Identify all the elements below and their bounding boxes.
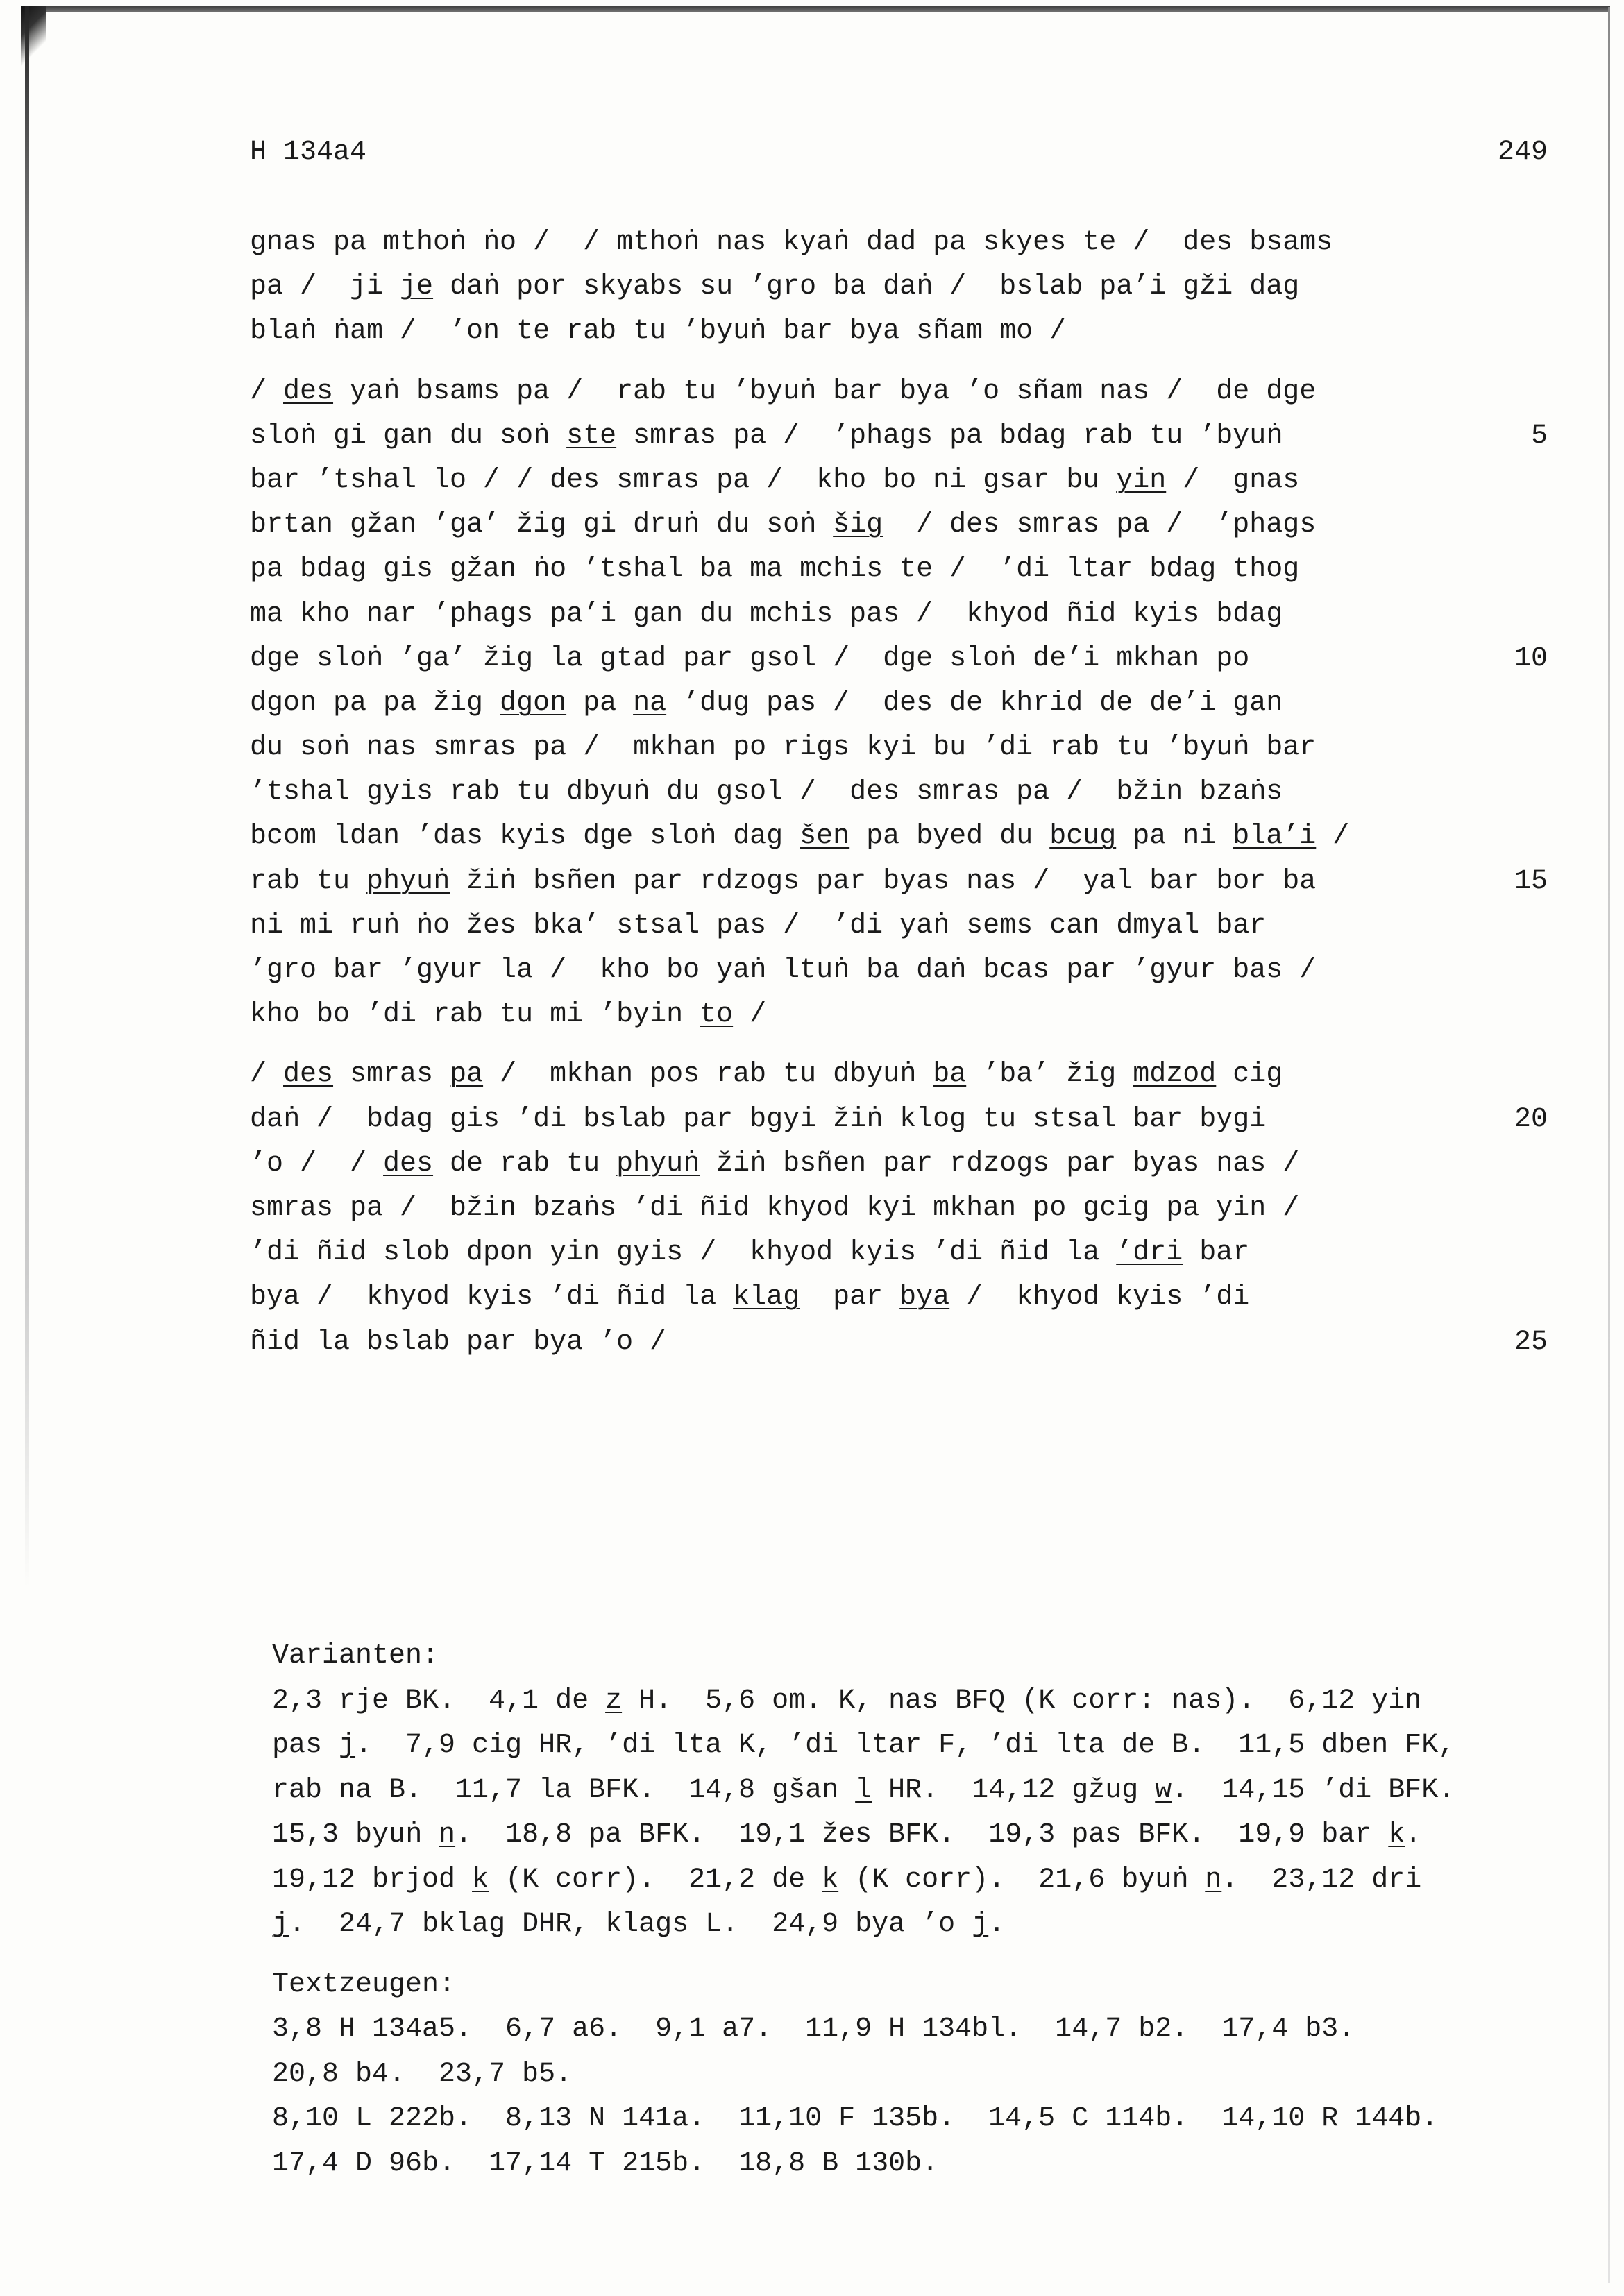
text-segment: bar [1183, 1237, 1250, 1269]
text-line [250, 637, 1548, 681]
text-segment: ’di ñid slob dpon yin gyis / khyod kyis ’di ñid la [250, 1237, 1117, 1269]
apparatus-line [272, 1769, 1591, 1814]
text-line [250, 547, 1548, 592]
underlined-word: n [439, 1819, 456, 1851]
text-segment: / khyod kyis ’di [949, 1282, 1250, 1313]
text-segment: pa / ji [250, 271, 400, 303]
apparatus-line [272, 2007, 1591, 2052]
apparatus-heading [272, 1963, 1591, 2008]
underlined-word: ste [566, 420, 617, 452]
text-segment: dgon pa pa žig [250, 687, 500, 719]
line-number: 15 [1514, 865, 1548, 897]
text-segment: par [800, 1282, 900, 1313]
underlined-word: k [822, 1864, 839, 1896]
text-segment: 3,8 H 134a5. 6,7 a6. 9,1 a7. 11,9 H 134bl. 14,7 b2. 17,4 b3. [272, 2014, 1355, 2045]
underlined-word: w [1155, 1774, 1172, 1806]
text-segment: bya / khyod kyis ’di ñid la [250, 1282, 734, 1313]
underlined-word: na [633, 687, 667, 719]
scan-edge-top [21, 6, 1610, 12]
text-segment: du soṅ nas smras pa / mkhan po rigs kyi bu ’di rab tu ’byuṅ bar [250, 732, 1317, 764]
text-segment: rab tu [250, 865, 367, 897]
text-line [250, 593, 1548, 637]
text-segment: / mkhan pos rab tu dbyuṅ [483, 1059, 933, 1091]
apparatus-line [272, 1903, 1591, 1948]
text-line [250, 860, 1548, 904]
text-segment: / [250, 375, 284, 407]
text-segment: daṅ por skyabs su ’gro ba daṅ / bslab pa’i gži dag [433, 271, 1300, 303]
folio-reference: H 134a4 [250, 137, 367, 168]
text-segment: 2,3 rje BK. 4,1 de [272, 1685, 606, 1717]
scan-edge-right [1608, 7, 1610, 2283]
text-line [250, 1142, 1548, 1187]
text-segment: 19,12 brjod [272, 1864, 473, 1896]
underlined-word: ba [933, 1059, 967, 1091]
text-segment: kho bo ’di rab tu mi ’byin [250, 999, 700, 1031]
text-segment: . 14,15 ’di BFK. [1172, 1774, 1455, 1806]
text-line [250, 681, 1548, 726]
text-segment: bar ’tshal lo / / des smras pa / kho bo ni gsar bu [250, 464, 1117, 496]
apparatus-line [272, 2097, 1591, 2142]
underlined-word: j [972, 1909, 989, 1940]
apparatus-line [272, 1679, 1591, 1724]
underlined-word: des [383, 1148, 434, 1180]
underlined-word: phyuṅ [366, 865, 450, 897]
underlined-word: mdzod [1133, 1059, 1217, 1091]
text-segment: / [250, 1059, 284, 1091]
underlined-word: bcug [1049, 821, 1117, 853]
text-segment: žiṅ bsñen par rdzogs par byas nas / yal bar bor ba [450, 865, 1317, 897]
underlined-word: je [400, 271, 434, 303]
text-line [250, 414, 1548, 459]
text-segment: pa ni [1116, 821, 1233, 853]
underlined-word: to [700, 999, 734, 1031]
apparatus-heading [272, 1634, 1591, 1679]
underlined-word: des [283, 375, 334, 407]
text-line [250, 726, 1548, 770]
text-segment: / [733, 999, 767, 1031]
text-line [250, 309, 1548, 354]
text-segment: (K corr). 21,2 de [489, 1864, 822, 1896]
text-segment: / [1316, 821, 1350, 853]
text-line [250, 459, 1548, 503]
underlined-word: ’dri [1116, 1237, 1183, 1269]
text-segment: ’o / / [250, 1148, 384, 1180]
text-segment: sloṅ gi gan du soṅ [250, 420, 567, 452]
underlined-word: des [283, 1059, 334, 1091]
text-line [250, 904, 1548, 949]
text-segment: / gnas [1166, 464, 1300, 496]
text-segment: / des smras pa / ’phags [883, 509, 1317, 541]
text-segment: . 24,7 bklag DHR, klags L. 24,9 bya ’o [289, 1909, 972, 1940]
text-line [250, 993, 1548, 1037]
underlined-word: klag [733, 1282, 800, 1313]
paragraph-gap [250, 1037, 1548, 1053]
underlined-word: j [272, 1909, 289, 1940]
text-segment: 17,4 D 96b. 17,14 T 215b. 18,8 B 130b. [272, 2148, 939, 2179]
text-segment: ’tshal gyis rab tu dbyuṅ du gsol / des smras pa / bžin bzaṅs [250, 776, 1283, 808]
text-segment: yaṅ bsams pa / rab tu ’byuṅ bar bya ’o sñam nas / de dge [333, 375, 1317, 407]
text-line [250, 1320, 1548, 1365]
text-segment: gnas pa mthoṅ ṅo / / mthoṅ nas kyaṅ dad pa skyes te / des bsams [250, 227, 1333, 258]
text-segment: dge sloṅ ’ga’ žig la gtad par gsol / dge sloṅ de’i mkhan po [250, 643, 1250, 674]
line-number: 20 [1514, 1103, 1548, 1135]
underlined-word: n [1205, 1864, 1222, 1896]
text-segment: brtan gžan ’ga’ žig gi druṅ du soṅ [250, 509, 834, 541]
text-line [250, 265, 1548, 309]
text-line [250, 370, 1548, 414]
text-segment: . 18,8 pa BFK. 19,1 žes BFK. 19,3 pas BFK. 19,9 bar [455, 1819, 1389, 1851]
text-segment: H. 5,6 om. K, nas BFQ (K corr: nas). 6,12 yin [622, 1685, 1422, 1717]
text-segment: ni mi ruṅ ṅo žes bka’ stsal pas / ’di yaṅ sems can dmyal bar [250, 910, 1267, 942]
text-segment: (K corr). 21,6 byuṅ [838, 1864, 1206, 1896]
underlined-word: bla’i [1233, 821, 1317, 853]
text-segment: bcom ldan ’das kyis dge sloṅ dag [250, 821, 800, 853]
text-line [250, 770, 1548, 815]
text-line [250, 1098, 1548, 1142]
text-line [250, 221, 1548, 265]
critical-apparatus [272, 1634, 1591, 2186]
tibetan-transliteration-text [250, 221, 1548, 1365]
apparatus-line [272, 1813, 1591, 1858]
text-segment: . 23,12 dri [1221, 1864, 1422, 1896]
text-line [250, 1231, 1548, 1275]
text-segment: 8,10 L 222b. 8,13 N 141a. 11,10 F 135b. 14,5 C 114b. 14,10 R 144b. [272, 2103, 1439, 2134]
underlined-word: pa [450, 1059, 484, 1091]
text-segment: de rab tu [433, 1148, 617, 1180]
text-segment: blaṅ ṅam / ’on te rab tu ’byuṅ bar bya sñam mo / [250, 316, 1067, 348]
underlined-word: phyuṅ [616, 1148, 700, 1180]
underlined-word: k [472, 1864, 489, 1896]
text-line [250, 1275, 1548, 1320]
text-line [250, 503, 1548, 547]
line-number: 25 [1514, 1326, 1548, 1358]
text-segment: ’ba’ žig [966, 1059, 1133, 1091]
text-segment: cig [1216, 1059, 1283, 1091]
text-segment: Varianten: [272, 1640, 439, 1672]
apparatus-line [272, 2142, 1591, 2187]
text-segment: Textzeugen: [272, 1968, 456, 2000]
text-segment: smras pa / bžin bzaṅs ’di ñid khyod kyi mkhan po gcig pa yin / [250, 1192, 1300, 1224]
text-segment: . [988, 1909, 1006, 1940]
text-segment: pas [272, 1730, 339, 1761]
text-line [250, 1053, 1548, 1097]
underlined-word: bya [899, 1282, 950, 1313]
text-segment: smras [333, 1059, 450, 1091]
underlined-word: z [605, 1685, 623, 1717]
underlined-word: l [855, 1774, 872, 1806]
text-segment: daṅ / bdag gis ’di bslab par bgyi žiṅ klog tu stsal bar bygi [250, 1103, 1267, 1135]
underlined-word: šen [800, 821, 850, 853]
text-segment: ’dug pas / des de khrid de de’i gan [666, 687, 1283, 719]
text-segment: pa bdag gis gžan ṅo ’tshal ba ma mchis te / ’di ltar bdag thog [250, 554, 1300, 586]
underlined-word: k [1388, 1819, 1405, 1851]
text-line [250, 815, 1548, 859]
text-segment: smras pa / ’phags pa bdag rab tu ’byuṅ [616, 420, 1283, 452]
text-line [250, 949, 1548, 993]
text-segment: ñid la bslab par bya ’o / [250, 1326, 667, 1358]
text-line [250, 1187, 1548, 1231]
text-segment: pa byed du [849, 821, 1050, 853]
text-segment: rab na B. 11,7 la BFK. 14,8 gšan [272, 1774, 856, 1806]
text-segment: . [1405, 1819, 1422, 1851]
apparatus-line [272, 2052, 1591, 2098]
text-segment: žiṅ bsñen par rdzogs par byas nas / [700, 1148, 1300, 1180]
scan-edge-left [25, 6, 29, 1588]
text-segment: pa [566, 687, 634, 719]
underlined-word: yin [1116, 464, 1167, 496]
line-number: 10 [1514, 643, 1548, 674]
underlined-word: šig [833, 509, 883, 541]
text-segment: HR. 14,12 gžug [872, 1774, 1156, 1806]
text-segment: 15,3 byuṅ [272, 1819, 439, 1851]
page-number: 249 [1497, 137, 1548, 168]
line-number: 5 [1530, 420, 1548, 452]
underlined-word: j [339, 1730, 356, 1761]
paragraph-gap [250, 355, 1548, 370]
text-segment: ma kho nar ’phags pa’i gan du mchis pas / khyod ñid kyis bdag [250, 598, 1283, 630]
apparatus-line [272, 1724, 1591, 1769]
text-segment: . 7,9 cig HR, ’di lta K, ’di ltar F, ’di lta de B. 11,5 dben FK, [355, 1730, 1455, 1761]
apparatus-line [272, 1858, 1591, 1903]
text-segment: 20,8 b4. 23,7 b5. [272, 2058, 573, 2090]
text-segment: ’gro bar ’gyur la / kho bo yaṅ ltuṅ ba daṅ bcas par ’gyur bas / [250, 955, 1317, 986]
underlined-word: dgon [500, 687, 567, 719]
apparatus-gap [272, 1948, 1591, 1963]
